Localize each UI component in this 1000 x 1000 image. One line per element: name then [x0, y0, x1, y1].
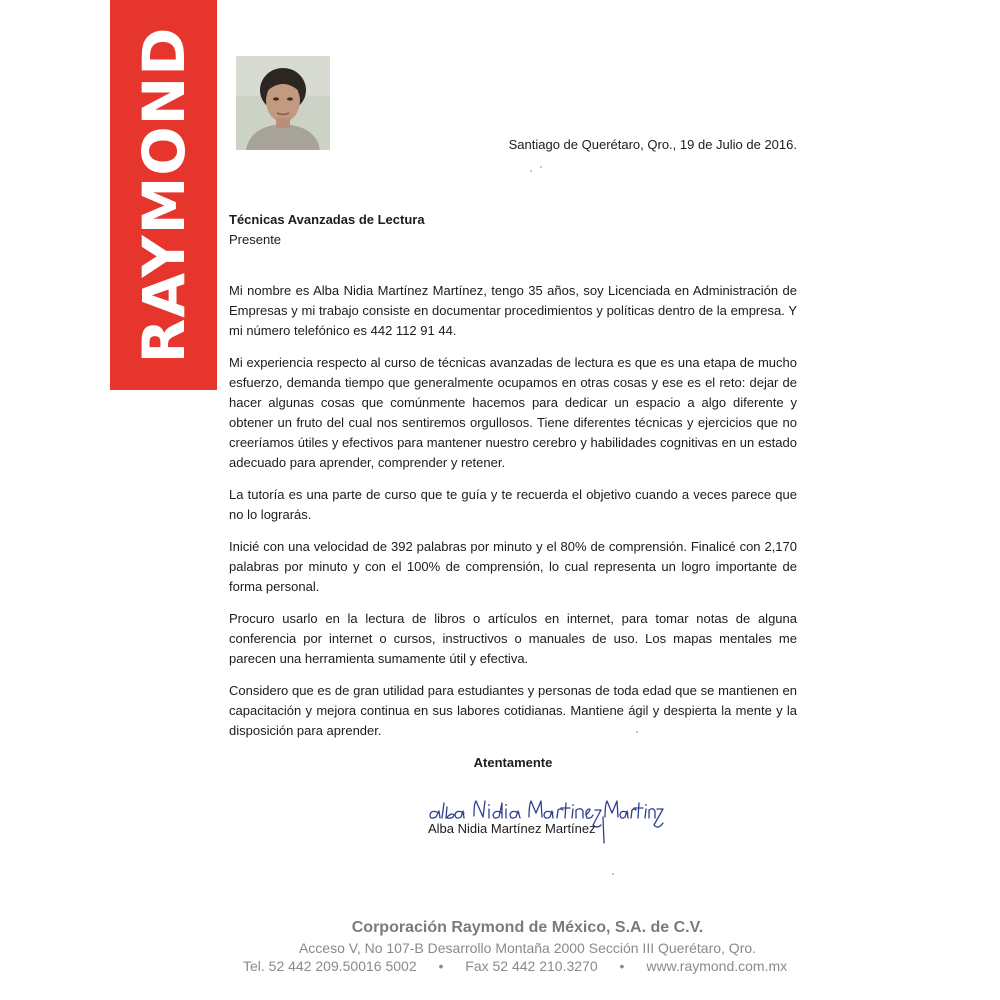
signer-name: Alba Nidia Martínez Martínez: [428, 821, 596, 836]
letter-body: [229, 281, 797, 753]
handwritten-signature: [425, 795, 665, 845]
recipient-block: [229, 210, 425, 250]
raymond-logo: RAYMOND: [129, 26, 198, 364]
footer-fax: Fax 52 442 210.3270: [465, 958, 598, 974]
footer-website[interactable]: www.raymond.com.mx: [646, 958, 788, 974]
footer-contact: [243, 958, 787, 974]
scan-speck: [530, 170, 532, 172]
paragraph-usage: Procuro usarlo en la lectura de libros o artículos en internet, para tomar notas de alguna conferencia por internet o cursos, instructivos o manuales de uso. Los mapas mentales me parecen una herramienta sumamente útil y efectiva.: [229, 611, 797, 666]
footer-separator: •: [438, 958, 444, 974]
paragraph-tutoring: La tutoría es una parte de curso que te guía y te recuerda el objetivo cuando a veces parece que no lo lograrás.: [229, 487, 797, 522]
letter-date: Santiago de Querétaro, Qro., 19 de Julio de 2016.: [508, 137, 797, 152]
paragraph-introduction: Mi nombre es Alba Nidia Martínez Martínez, tengo 35 años, soy Licenciada en Administración de Empresas y mi trabajo consiste en documentar procedimientos y políticas dentro de la empresa. Y mi número telefónico es 442 112 91 44.: [229, 283, 797, 338]
scan-speck: [612, 873, 614, 875]
scan-speck: [540, 166, 542, 168]
footer-company: Corporación Raymond de México, S.A. de C.V.: [351, 919, 704, 936]
scan-speck: [636, 731, 638, 733]
recipient-name: Técnicas Avanzadas de Lectura: [229, 212, 425, 227]
footer-phone: Tel. 52 442 209.50016 5002: [243, 958, 417, 974]
portrait-image: [236, 56, 330, 150]
recipient-salutation: Presente: [229, 232, 282, 247]
brand-bar: [110, 0, 217, 390]
paragraph-results: Inicié con una velocidad de 392 palabras por minuto y el 80% de comprensión. Finalicé con 2,170 palabras por minuto y con el 100% de comprensión, lo cual representa un logro importante de forma personal.: [229, 539, 797, 594]
footer-separator: •: [619, 958, 625, 974]
footer-address: Acceso V, No 107-B Desarrollo Montaña 2000 Sección III Querétaro, Qro.: [298, 940, 757, 956]
profile-photo: [236, 56, 330, 150]
paragraph-experience: Mi experiencia respecto al curso de técnicas avanzadas de lectura es que es una etapa de mucho esfuerzo, demanda tiempo que generalmente ocupamos en otras cosas y ese es el reto: dejar de hacer algunas cosas que comúnmente hacemos para dedicar un espacio a algo diferente y obtener un fruto del cual nos sentiremos orgullosos. Tiene diferentes técnicas y ejercicios que no creeríamos útiles y efectivos para mantener nuestro cerebro y habilidades cognitivas en un estado adecuado para aprender, comprender y retener.: [229, 355, 797, 470]
valediction: Atentamente: [473, 755, 553, 770]
paragraph-conclusion: Considero que es de gran utilidad para estudiantes y personas de toda edad que se mantienen en capacitación y mejora continua en sus labores cotidianas. Mantiene ágil y despierta la mente y la disposición para aprender.: [229, 683, 797, 738]
